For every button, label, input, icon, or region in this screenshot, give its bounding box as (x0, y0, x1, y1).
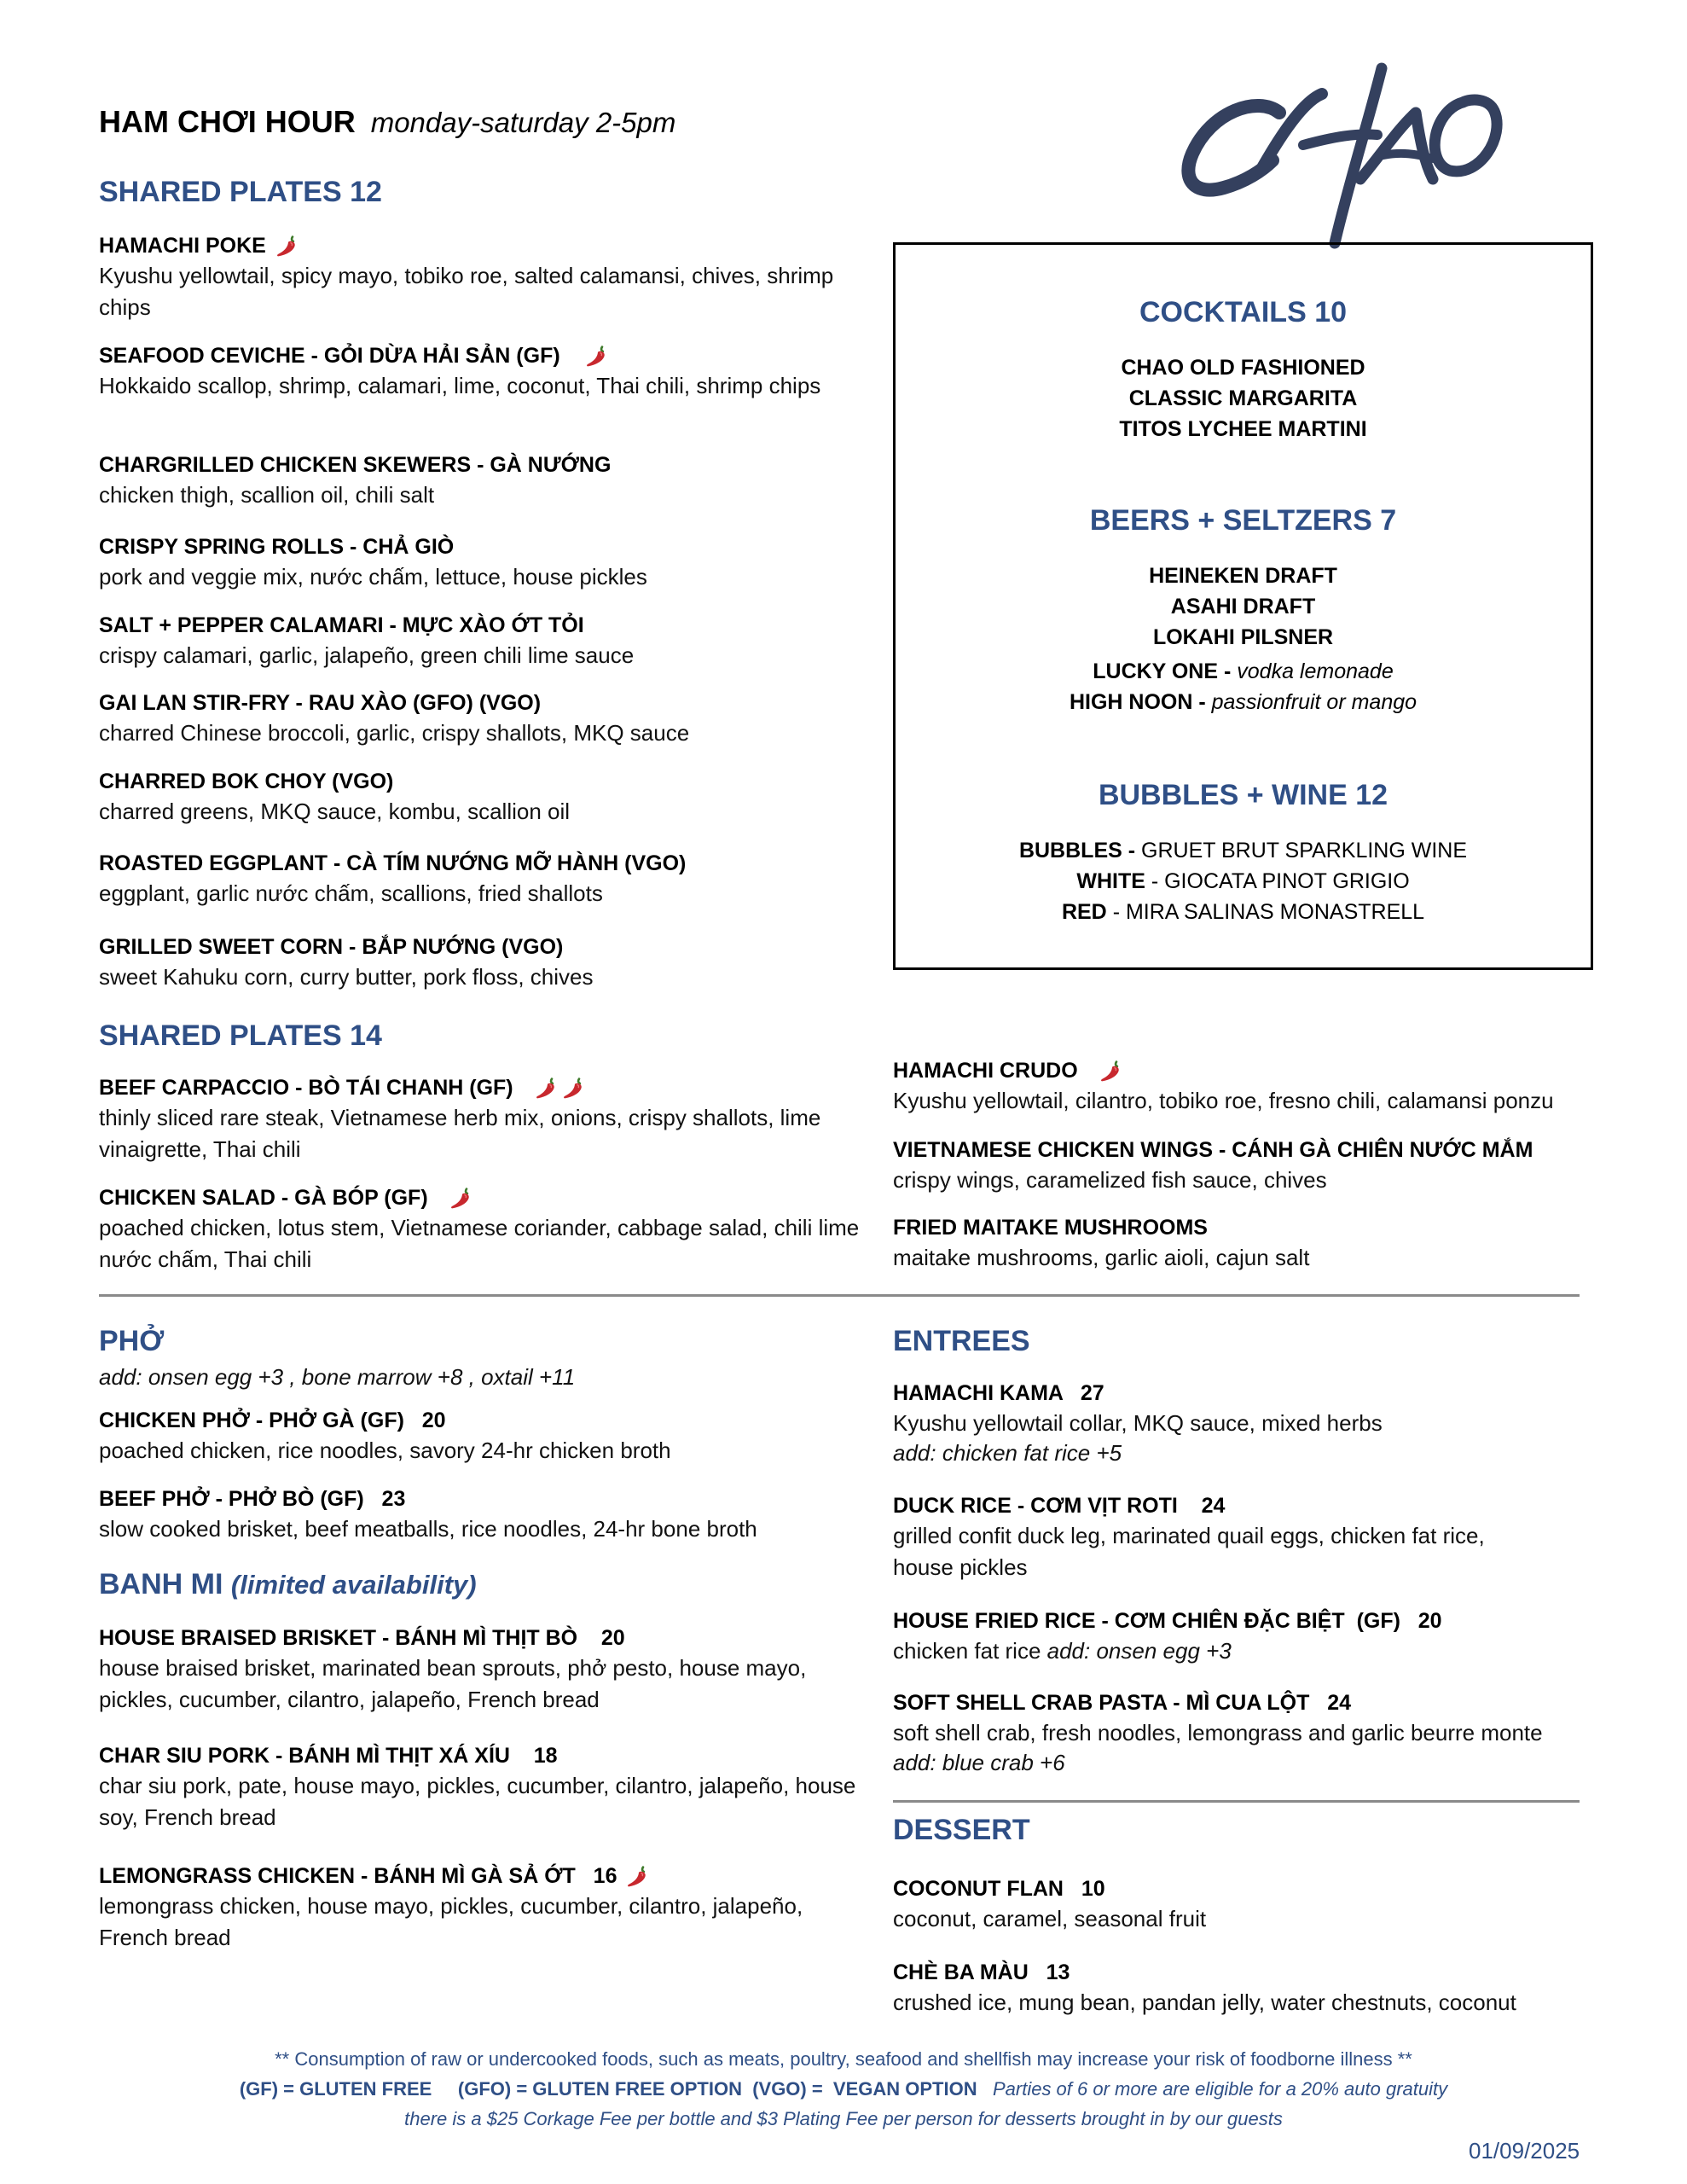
item-name: HOUSE FRIED RICE - CƠM CHIÊN ĐẶC BIỆT (GF) 20 (893, 1609, 1442, 1633)
chili-pepper-icon (449, 1187, 472, 1211)
item-name: CHARRED BOK CHOY (VGO) (99, 770, 394, 793)
item-desc: poached chicken, rice noodles, savory 24-hr chicken broth (99, 1438, 671, 1463)
item-desc: Hokkaido scallop, shrimp, calamari, lime, coconut, Thai chili, shrimp chips (99, 373, 821, 398)
menu-item-char-siu-pork (99, 1744, 867, 1833)
item-name: CHAR SIU PORK - BÁNH MÌ THỊT XÁ XÍU 18 (99, 1744, 558, 1768)
chili-pepper-icon (1099, 1060, 1122, 1083)
menu-item-soft-shell-crab (893, 1691, 1644, 1779)
item-desc: maitake mushrooms, garlic aioli, cajun salt (893, 1245, 1310, 1270)
bubbles-desc: GRUET BRUT SPARKLING WINE (1141, 839, 1468, 863)
dessert-divider (893, 1800, 1580, 1803)
beer-item: ASAHI DRAFT (1170, 595, 1316, 619)
chao-logo (1177, 60, 1535, 256)
menu-item-beef-pho (99, 1487, 867, 1545)
white-label: WHITE (1076, 869, 1145, 893)
menu-item-calamari (99, 613, 867, 671)
item-name: GRILLED SWEET CORN - BẮP NƯỚNG (VGO) (99, 935, 564, 959)
item-name: CRISPY SPRING ROLLS - CHẢ GIÒ (99, 535, 455, 559)
wine-heading: BUBBLES + WINE 12 (1098, 779, 1388, 811)
item-addon: add: onsen egg +3 (1046, 1638, 1232, 1664)
item-name: CHÈ BA MÀU 13 (893, 1960, 1070, 1984)
section-divider (99, 1294, 1580, 1297)
chili-pepper-icon (534, 1077, 558, 1101)
item-name: SALT + PEPPER CALAMARI - MỰC XÀO ỚT TỎI (99, 613, 584, 637)
bubbles-line (896, 835, 1591, 866)
cocktail-item: CHAO OLD FASHIONED (1121, 356, 1365, 380)
item-addon: add: chicken fat rice +5 (893, 1440, 1122, 1466)
section-shared-14-heading: SHARED PLATES 14 (99, 1019, 382, 1052)
item-desc: Kyushu yellowtail collar, MKQ sauce, mixed herbs (893, 1410, 1383, 1436)
lucky-one-desc: vodka lemonade (1237, 659, 1394, 683)
item-name: HAMACHI POKE (99, 234, 266, 258)
menu-item-chicken-salad (99, 1186, 867, 1275)
item-desc: Kyushu yellowtail, spicy mayo, tobiko roe, salted calamansi, chives, shrimp chips (99, 263, 834, 320)
banh-mi-title: BANH MI (99, 1568, 223, 1600)
section-shared-12-heading: SHARED PLATES 12 (99, 176, 382, 208)
item-name: SOFT SHELL CRAB PASTA - MÌ CUA LỘT 24 (893, 1691, 1352, 1715)
logo-text: CHAO (1177, 255, 1180, 256)
section-dessert-heading: DESSERT (893, 1814, 1030, 1846)
red-label: RED (1061, 900, 1107, 924)
item-desc: lemongrass chicken, house mayo, pickles, cucumber, cilantro, jalapeño, French bread (99, 1893, 803, 1950)
menu-item-hamachi-crudo (893, 1059, 1644, 1117)
item-desc: crispy calamari, garlic, jalapeño, green chili lime sauce (99, 642, 635, 668)
red-desc: - MIRA SALINAS MONASTRELL (1112, 900, 1425, 924)
item-desc: soft shell crab, fresh noodles, lemongrass and garlic beurre monte (893, 1720, 1543, 1745)
high-noon-label: HIGH NOON - (1069, 690, 1206, 714)
menu-item-coconut-flan (893, 1877, 1644, 1935)
white-desc: - GIOCATA PINOT GRIGIO (1151, 869, 1410, 893)
item-name: HAMACHI KAMA 27 (893, 1381, 1104, 1405)
menu-item-beef-carpaccio (99, 1076, 867, 1165)
menu-date: 01/09/2025 (1469, 2138, 1580, 2164)
chili-pepper-icon (584, 345, 608, 369)
menu-item-braised-brisket (99, 1626, 867, 1716)
red-line (896, 897, 1591, 927)
item-desc: crushed ice, mung bean, pandan jelly, water chestnuts, coconut (893, 1989, 1516, 2015)
item-name: LEMONGRASS CHICKEN - BÁNH MÌ GÀ SẢ ỚT 16 (99, 1864, 617, 1888)
beer-item: HEINEKEN DRAFT (1149, 564, 1337, 588)
item-name: BEEF CARPACCIO - BÒ TÁI CHANH (GF) (99, 1076, 513, 1100)
item-name: CHICKEN SALAD - GÀ BÓP (GF) (99, 1186, 428, 1210)
menu-item-seafood-ceviche (99, 344, 867, 402)
item-name: ROASTED EGGPLANT - CÀ TÍM NƯỚNG MỠ HÀNH (VGO) (99, 851, 687, 875)
menu-item-eggplant (99, 851, 867, 909)
item-desc: charred greens, MKQ sauce, kombu, scallion oil (99, 799, 571, 824)
footer-legend-line (0, 2078, 1687, 2100)
menu-item-gai-lan (99, 691, 867, 749)
menu-item-duck-rice (893, 1494, 1644, 1583)
item-name: FRIED MAITAKE MUSHROOMS (893, 1216, 1208, 1240)
hours-text: monday-saturday 2-5pm (370, 107, 676, 138)
menu-item-che-ba-mau (893, 1960, 1644, 2018)
item-desc: poached chicken, lotus stem, Vietnamese coriander, cabbage salad, chili lime nước chấm, Thai chili (99, 1215, 860, 1272)
menu-title-text: HAM CHƠI HOUR (99, 104, 356, 139)
menu-item-hamachi-poke (99, 234, 867, 323)
item-desc: char siu pork, pate, house mayo, pickles, cucumber, cilantro, jalapeño, house soy, French bread (99, 1773, 856, 1830)
high-noon-line (896, 687, 1591, 717)
item-name: HOUSE BRAISED BRISKET - BÁNH MÌ THỊT BÒ 20 (99, 1626, 625, 1650)
white-line (896, 866, 1591, 897)
menu-item-spring-rolls (99, 535, 867, 593)
pho-addons: add: onsen egg +3 , bone marrow +8 , oxtail +11 (99, 1364, 576, 1390)
chili-pepper-icon (561, 1077, 585, 1101)
menu-item-hamachi-kama (893, 1381, 1644, 1469)
item-desc: sweet Kahuku corn, curry butter, pork floss, chives (99, 964, 594, 990)
item-desc: chicken fat rice (893, 1638, 1041, 1664)
item-desc: house braised brisket, marinated bean sprouts, phở pesto, house mayo, pickles, cucumber, cilantro, jalapeño, French bread (99, 1655, 807, 1712)
item-desc-line (893, 1635, 1644, 1667)
item-name: BEEF PHỞ - PHỞ BÒ (GF) 23 (99, 1487, 406, 1511)
item-name: GAI LAN STIR-FRY - RAU XÀO (GFO) (VGO) (99, 691, 542, 715)
drinks-box (893, 242, 1593, 970)
section-banh-mi-heading (99, 1568, 477, 1601)
menu-item-sweet-corn (99, 935, 867, 993)
menu-item-lemongrass-chicken (99, 1864, 867, 1954)
cocktail-item: CLASSIC MARGARITA (1128, 386, 1358, 410)
footer-disclaimer: ** Consumption of raw or undercooked foods, such as meats, poultry, seafood and shellfish may increase your risk of foodborne illness ** (275, 2048, 1412, 2070)
menu-item-chicken-skewers (99, 453, 867, 511)
footer-corkage (0, 2108, 1687, 2130)
banh-mi-note: (limited availability) (230, 1570, 477, 1600)
item-desc: chicken thigh, scallion oil, chili salt (99, 482, 435, 508)
item-addon: add: blue crab +6 (893, 1750, 1065, 1775)
chili-pepper-icon (625, 1865, 649, 1889)
high-noon-desc: passionfruit or mango (1211, 690, 1417, 714)
item-name: CHARGRILLED CHICKEN SKEWERS - GÀ NƯỚNG (99, 453, 612, 477)
menu-item-chicken-pho (99, 1409, 867, 1467)
beers-heading: BEERS + SELTZERS 7 (1089, 504, 1397, 537)
footer-legend: (GF) = GLUTEN FREE (GFO) = GLUTEN FREE OPTION (VGO) = VEGAN OPTION (239, 2078, 977, 2100)
item-name: SEAFOOD CEVICHE - GỎI DỪA HẢI SẢN (GF) (99, 344, 560, 368)
cocktail-item: TITOS LYCHEE MARTINI (1119, 417, 1367, 441)
cocktails-heading: COCKTAILS 10 (1139, 296, 1348, 328)
footer-corkage-text: there is a $25 Corkage Fee per bottle and $3 Plating Fee per person for desserts brought in by our guests (404, 2108, 1283, 2129)
menu-title (99, 104, 675, 140)
item-name: COCONUT FLAN 10 (893, 1877, 1105, 1901)
menu-item-fried-rice (893, 1609, 1644, 1667)
menu-item-chicken-wings (893, 1138, 1644, 1196)
bubbles-label: BUBBLES - (1018, 839, 1136, 863)
item-desc: slow cooked brisket, beef meatballs, rice noodles, 24-hr bone broth (99, 1516, 757, 1542)
item-desc: eggplant, garlic nước chấm, scallions, fried shallots (99, 880, 603, 906)
section-entrees-heading: ENTREES (893, 1325, 1030, 1357)
item-desc: crispy wings, caramelized fish sauce, chives (893, 1167, 1327, 1193)
lucky-one-line (896, 656, 1591, 687)
item-name: HAMACHI CRUDO (893, 1059, 1078, 1083)
item-name: DUCK RICE - CƠM VỊT ROTI 24 (893, 1494, 1226, 1518)
item-desc: pork and veggie mix, nước chấm, lettuce, house pickles (99, 564, 647, 590)
menu-item-bok-choy (99, 770, 867, 828)
chili-pepper-icon (275, 235, 299, 258)
item-name: CHICKEN PHỞ - PHỞ GÀ (GF) 20 (99, 1409, 446, 1432)
footer-gratuity: Parties of 6 or more are eligible for a 20% auto gratuity (992, 2078, 1448, 2100)
beer-item: LOKAHI PILSNER (1152, 625, 1334, 649)
item-desc: coconut, caramel, seasonal fruit (893, 1906, 1207, 1931)
item-desc: grilled confit duck leg, marinated quail eggs, chicken fat rice, house pickles (893, 1523, 1485, 1580)
lucky-one-label: LUCKY ONE - (1093, 659, 1232, 683)
section-pho-heading: PHỞ (99, 1325, 165, 1357)
item-name: VIETNAMESE CHICKEN WINGS - CÁNH GÀ CHIÊN NƯỚC MẮM (893, 1138, 1533, 1162)
menu-item-maitake (893, 1216, 1644, 1274)
item-desc: charred Chinese broccoli, garlic, crispy shallots, MKQ sauce (99, 720, 690, 746)
item-desc: Kyushu yellowtail, cilantro, tobiko roe, fresno chili, calamansi ponzu (893, 1088, 1554, 1113)
item-desc: thinly sliced rare steak, Vietnamese herb mix, onions, crispy shallots, lime vinaigrette, Thai chili (99, 1105, 821, 1162)
